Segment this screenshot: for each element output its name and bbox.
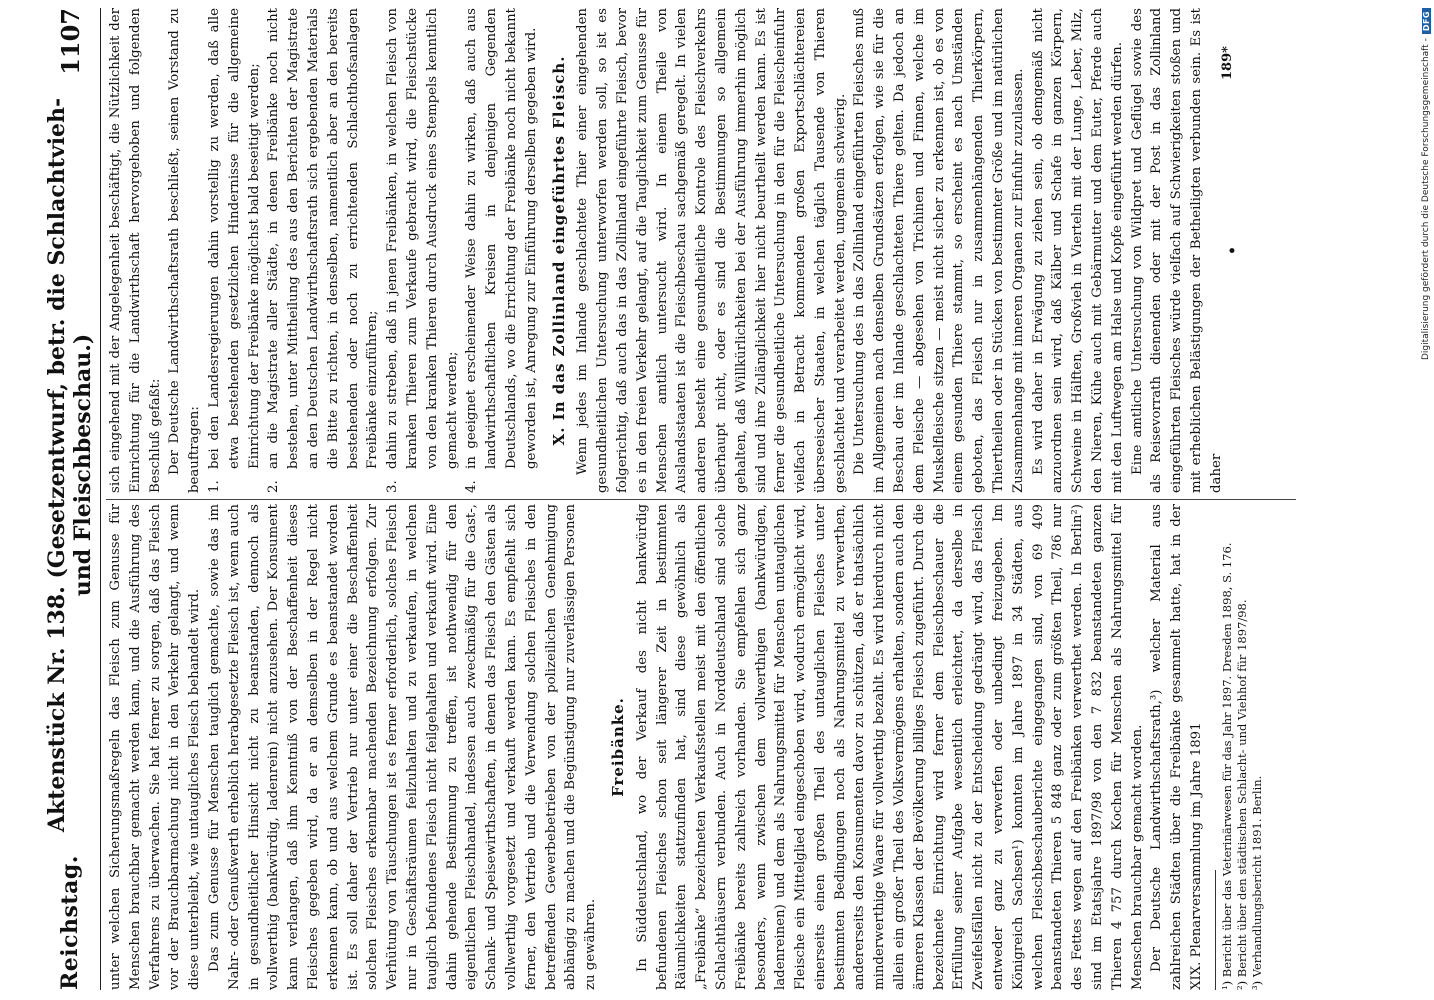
star-mark: • <box>1225 246 1241 255</box>
banner-text: Digitalisierung gefördert durch die Deutsche Forschungsgemeinschaft - <box>1421 38 1431 361</box>
footnote: ²) Bericht über den städtischen Schlacht- und Viehhof für 1897/98. <box>1234 599 1249 990</box>
list-text: dahin zu streben, daß in jenen Freibänken, in welchen Fleisch von kranken Thieren zum Verkaufe gebracht wird, die Fleischstücke von den kranken Thieren durch Ausdruck eines Stempels kenntlich gemacht werden; <box>385 8 460 469</box>
footnote-separator <box>1215 870 1216 990</box>
page-number: 1107 <box>55 8 85 75</box>
footnote: ¹) Bericht über das Veterinärwesen für das Jahr 1897. Dresden 1898, S. 176. <box>1219 542 1234 990</box>
section-title: Freibänke. <box>608 697 627 797</box>
header-left: Reichstag. <box>57 855 83 990</box>
section-title: X. In das Zollinland eingeführtes Fleisch. <box>549 55 568 446</box>
numbered-list <box>205 8 542 493</box>
paragraph: Wenn jedes im Inlande geschlachtete Thier einer eingehenden gesundheitlichen Untersuchung unterworfen werden soll, so ist es folgerichtig, daß auch das in das Zollinland eingeführte Fleisch, bevor es in den freien Verkehr gelangt, auf die Tauglichkeit zum Genusse für Menschen amtlich untersucht wird. In einem Theile von Auslandsstaaten ist die Fleischbeschau sachgemäß geregelt. In vielen anderen besteht eine gesundheitliche Kontrole des Fleischverkehrs überhaupt nicht, oder es sind die Bestimmungen so allgemein gehalten, daß Willkürlichkeiten bei der Ausführung immerhin möglich sind und ihre Zulänglichkeit hier nicht beurtheilt werden kann. Es ist ferner die gesundheitliche Untersuchung in den für die Fleischeinfuhr vielfach in Betracht kommenden großen Exportschlächtereien überseeischer Staaten, in welchen täglich Tausende von Thieren geschlachtet und verarbeitet werden, ungemein schwierig. <box>575 8 848 493</box>
list-item <box>264 8 383 493</box>
dfg-logo: DFG <box>1422 8 1431 34</box>
right-column <box>106 8 1227 493</box>
list-item <box>383 8 462 493</box>
paragraph: sich eingehend mit der Angelegenheit beschäftigt, die Nützlichkeit der Einrichtung für die Landwirthschaft hervorgehoben und folgenden Beschluß gefaßt: <box>108 8 163 493</box>
page-header <box>40 8 101 990</box>
paragraph: Eine amtliche Untersuchung von Wildpret und Geflügel sowie des als Reisevorrath dienenden oder mit der Post in das Zollinland eingeführten Fleisches würde vielfach auf Schwierigkeiten stoßen und mit erheblichen Belästigungen der Betheiligten verbunden sein. Es ist daher <box>1129 8 1224 493</box>
paragraph: unter welchen Sicherungsmaßregeln das Fleisch zum Genusse für Menschen brauchbar gemacht werden kann, und die Ausführung des Verfahrens zu überwachen. Sie hat ferner zu sorgen, daß das Fleisch vor der Brauchbarmachung nicht in den Verkehr gelangt, und wenn diese unterbleibt, wie untaugliches Fleisch behandelt wird. <box>108 504 203 990</box>
list-number: 1. <box>206 480 222 493</box>
paragraph: Der Deutsche Landwirthschaftsrath,³) welcher Material aus zahlreichen Städten über die Freibänke gesammelt hatte, hat in der XIX. Plenarversammlung im Jahre 1891 <box>1149 504 1205 990</box>
footnotes <box>1220 504 1265 990</box>
signature-mark: 189* <box>1220 46 1235 80</box>
list-number: 2. <box>266 480 282 493</box>
header-title: Aktenstück Nr. 138. (Gesetzentwurf, betr. die Schlachtvieh- und Fleischbeschau.) <box>44 97 96 833</box>
footnote: ³) Verhandlungsbericht 1891. Berlin. <box>1249 775 1264 990</box>
paragraph: Der Deutsche Landwirthschaftsrath beschließt, seinen Vorstand zu beauftragen: <box>167 8 203 493</box>
paragraph: Die Untersuchung des in das Zollinland eingeführten Fleisches muß im Allgemeinen nach denselben Grundsätzen erfolgen, wie sie für die Beschau der im Inlande geschlachteten Thiere gelten. Da jedoch an dem Fleische — abgesehen von Trichinen und Finnen, welche im Muskelfleische sitzen — meist nicht sicher zu erkennen ist, ob es von einem gesunden Thiere stammt, so erscheint es nach Umständen geboten, das Fleisch nur in zusammenhängenden Thierkörpern, Thiertheilen oder in Stücken von bestimmter Größe und im natürlichen Zusammenhange mit inneren Organen zur Einfuhr zuzulassen. <box>852 8 1026 493</box>
paragraph: In Süddeutschland, wo der Verkauf des nicht bankwürdig befundenen Fleisches schon seit längerer Zeit in bestimmten Räumlichkeiten stattzufinden hat, sind diese gewöhnlich als „Freibänke“ bezeichneten Verkaufsstellen meist mit den öffentlichen Schlachthäusern verbunden. Auch in Norddeutschland sind solche Freibänke bereits zahlreich vorhanden. Sie empfehlen sich ganz besonders, wenn zwischen dem vollwerthigen (bankwürdigen, ladenreinen) und dem als Nahrungsmittel für Menschen untauglichen Fleische ein Mittelglied eingeschoben wird, wodurch ermöglicht wird, einerseits einen großen Theil des untauglichen Fleisches unter bestimmten Bedingungen noch als Nahrungsmittel zu verwerthen, andererseits den Konsumenten davor zu schützen, daß er thatsächlich minderwerthige Waare für vollwerthig bezahlt. Es wird hierdurch nicht allein ein großer Theil des Volksvermögens erhalten, sondern auch den ärmeren Klassen der Bevölkerung billiges Fleisch zugeführt. Durch die bezeichnete Einrichtung wird ferner dem Fleischbeschauer die Erfüllung seiner Aufgabe wesentlich erleichtert, da derselbe in Zweifelsfällen nicht zu der Entscheidung gedrängt wird, das Fleisch entweder ganz zu verwerfen oder unbedingt freizugeben. Im Königreich Sachsen¹) konnten im Jahre 1897 in 34 Städten, aus welchen Fleischbeschauberichte eingegangen sind, von 69 409 beanstandeten Thieren 5 848 ganz oder zum größten Theil, 786 nur des Fettes wegen auf den Freibänken verwerthet werden. In Berlin²) sind im Etatsjahre 1897/98 von den 7 832 beanstandeten ganzen Thieren 4 757 durch Kochen für Menschen als Nahrungsmittel für Menschen brauchbar gemacht worden. <box>634 504 1145 990</box>
list-text: in geeignet erscheinender Weise dahin zu wirken, daß auch aus landwirthschaftlichen Kreisen in denjenigen Gegenden Deutschlands, wo die Errichtung der Freibänke noch nicht bekannt geworden ist, Anregung zur Einführung derselben gegeben wird. <box>464 8 539 469</box>
list-item <box>462 8 541 493</box>
column-divider <box>106 499 1296 500</box>
left-column <box>106 504 1265 990</box>
paragraph: Es wird daher in Erwägung zu ziehen sein, ob demgemäß nicht anzuordnen sein wird, daß Kälber und Schafe in ganzen Körpern, Schweine in Hälften, Großvieh in Vierteln mit der Lunge, Leber, Milz, den Nieren, Kühe auch mit Gebärmutter und dem Euter, Pferde auch mit den Luftwegen am Halse und Kopfe eingeführt werden dürfen. <box>1030 8 1125 493</box>
side-banner <box>1420 8 1432 993</box>
list-item <box>205 8 264 493</box>
list-number: 3. <box>385 480 401 493</box>
paragraph: Das zum Genusse für Menschen tauglich gemachte, sowie das im Nahr- oder Genußwerth erheblich herabgesetzte Fleisch ist, wenn auch in gesundheitlicher Hinsicht nicht zu beanstanden, dennoch als vollwerthig (bankwürdig, ladenrein) nicht anzusehen. Der Konsument kann verlangen, daß ihm Kenntniß von der Beschaffenheit dieses Fleisches gegeben wird, da er an demselben in der Regel nicht erkennen kann, ob und aus welchem Grunde es beanstandet worden ist. Es soll daher der Vertrieb nur unter einer die Beschaffenheit solchen Fleisches erkennbar machenden Bezeichnung erfolgen. Zur Verhütung von Täuschungen ist es ferner erforderlich, solches Fleisch nur in Geschäftsräumen feilzuhalten und zu verkaufen, in welchen tauglich befundenes Fleisch nicht feilgehalten und verkauft wird. Eine dahin gehende Bestimmung zu treffen, ist nothwendig für den eigentlichen Fleischhandel, indessen auch zweckmäßig für die Gast-, Schank- und Speisewirthschaften, in denen das Fleisch den Gästen als vollwerthig vorgesetzt und verkauft werden kann. Es empfiehlt sich ferner, den Vertrieb und die Verwendung solchen Fleisches in den betreffenden Gewerbebetrieben von der polizeilichen Genehmigung abhängig zu machen und die Begünstigung nur zuverlässigen Personen zu gewähren. <box>206 504 599 990</box>
list-number: 4. <box>464 480 480 493</box>
list-text: bei den Landesregierungen dahin vorstellig zu werden, daß alle etwa bestehenden gesetzlichen Hindernisse für die allgemeine Einrichtung der Freibänke möglichst bald beseitigt werden; <box>206 8 262 469</box>
list-text: an die Magistrate aller Städte, in denen Freibänke noch nicht bestehen, unter Mittheilung des aus den Berichten der Magistrate an den Deutschen Landwirthschaftsrath sich ergebenden Materials die Bitte zu richten, in denselben, namentlich aber an den bereits bestehenden oder noch zu errichtenden Schlachthofsanlagen Freibänke einzuführen; <box>266 8 381 469</box>
